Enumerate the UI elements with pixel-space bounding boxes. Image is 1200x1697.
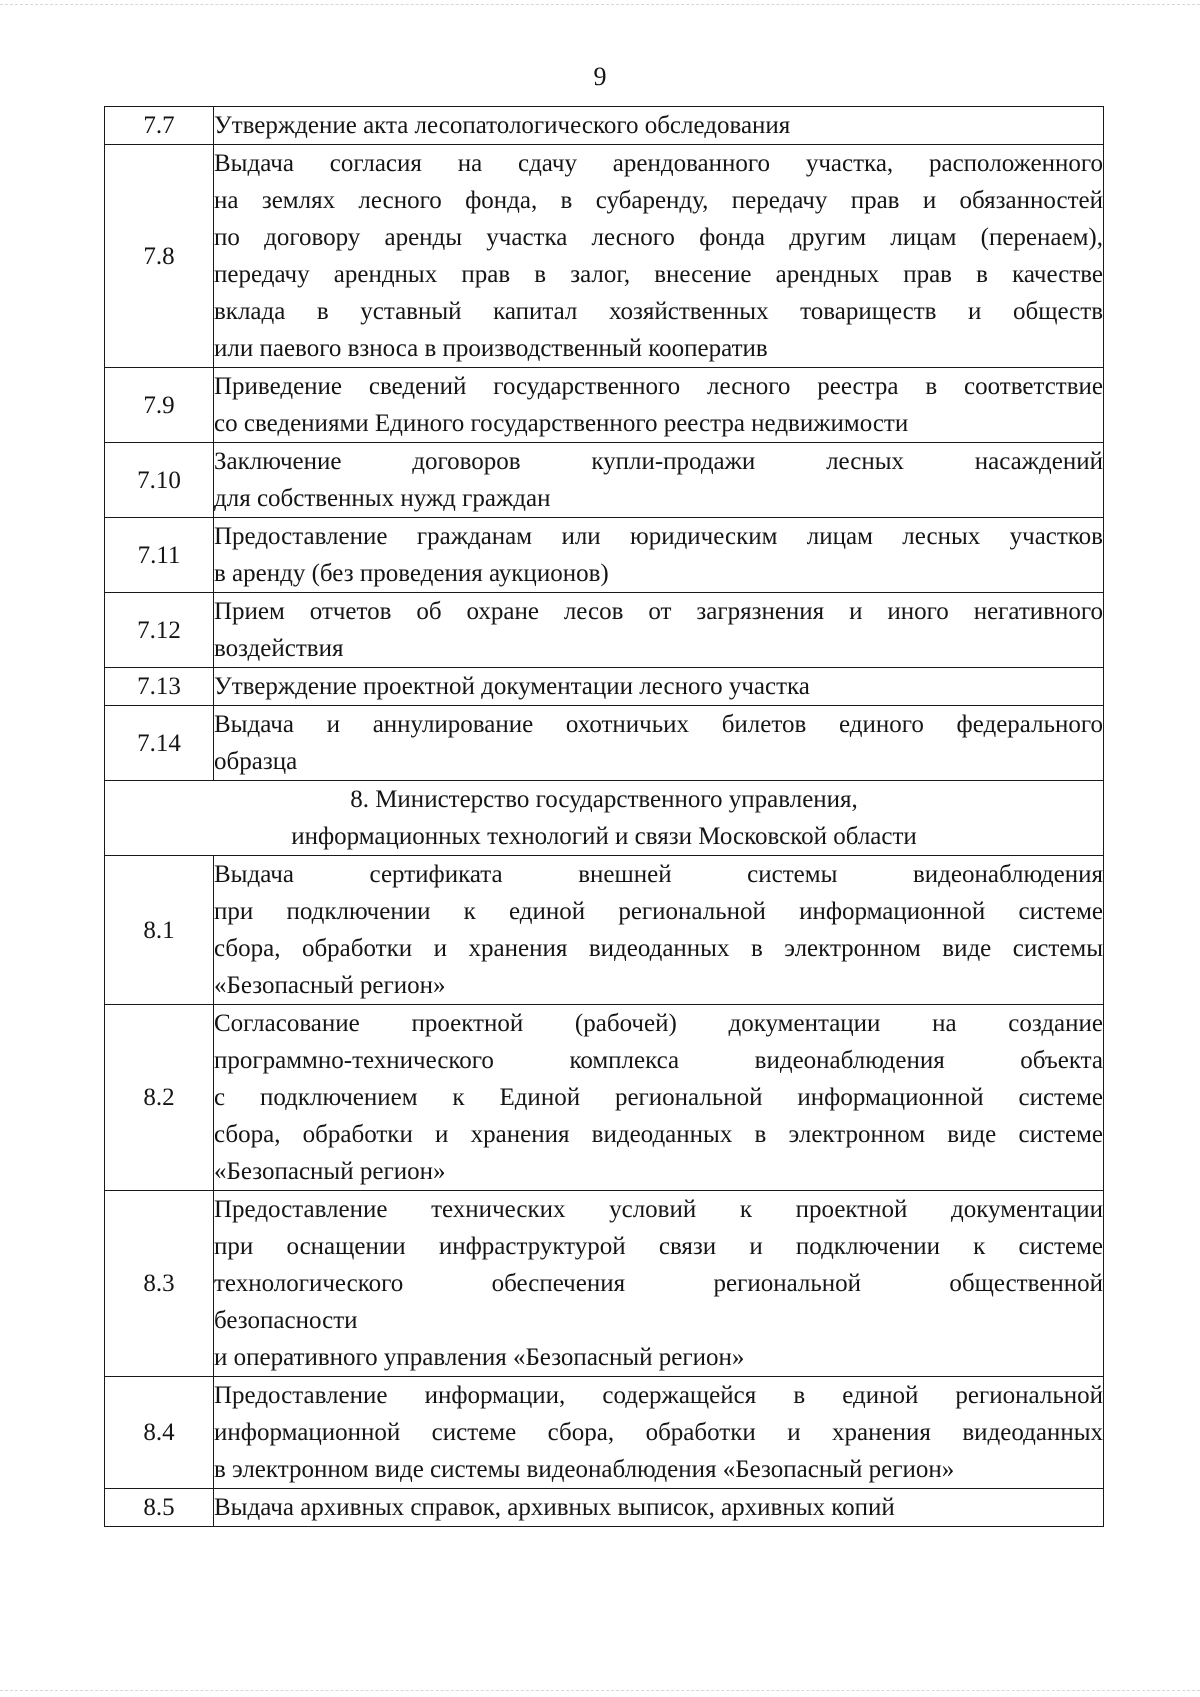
description-line: и оперативного управления «Безопасный регион» — [214, 1344, 745, 1371]
description-line: при оснащении инфраструктурой связи и подключении к системе — [214, 1233, 1103, 1260]
service-description — [214, 107, 1104, 145]
table-row — [105, 706, 1104, 781]
scan-edge-bottom — [0, 1690, 1200, 1693]
description-line: Заключение договоров купли-продажи лесных насаждений — [214, 448, 1103, 475]
description-line: при подключении к единой региональной информационной системе — [214, 898, 1103, 925]
table-row — [105, 593, 1104, 668]
table-row — [105, 1005, 1104, 1191]
description-line: программно-технического комплекса видеонаблюдения объекта — [214, 1047, 1103, 1074]
row-number: 7.14 — [105, 706, 214, 781]
scan-edge-top — [0, 4, 1200, 7]
description-line: Утверждение акта лесопатологического обследования — [214, 112, 791, 139]
description-line: сбора, обработки и хранения видеоданных в электронном виде системы — [214, 935, 1103, 962]
page-number: 9 — [593, 62, 607, 91]
description-line: Выдача и аннулирование охотничьих билетов единого федерального — [214, 711, 1103, 738]
description-line: Предоставление гражданам или юридическим лицам лесных участков — [214, 523, 1103, 550]
description-line: Утверждение проектной документации лесного участка — [214, 673, 810, 700]
services-table-body — [105, 107, 1104, 1527]
section-header-row — [105, 781, 1104, 856]
table-row — [105, 856, 1104, 1005]
description-line: «Безопасный регион» — [214, 1158, 446, 1185]
table-row — [105, 1191, 1104, 1377]
table-row — [105, 518, 1104, 593]
description-line: вклада в уставный капитал хозяйственных товариществ и обществ — [214, 298, 1103, 325]
description-line: или паевого взноса в производственный кооператив — [214, 335, 768, 362]
section-heading — [105, 781, 1104, 856]
service-description — [214, 443, 1104, 518]
description-line: по договору аренды участка лесного фонда другим лицам (перенаем), — [214, 224, 1103, 251]
service-description — [214, 668, 1104, 706]
table-row — [105, 1377, 1104, 1489]
description-line: в аренду (без проведения аукционов) — [214, 560, 609, 587]
description-line: сбора, обработки и хранения видеоданных в электронном виде системе — [214, 1121, 1103, 1148]
table-row — [105, 443, 1104, 518]
row-number: 8.4 — [105, 1377, 214, 1489]
description-line: «Безопасный регион» — [214, 972, 446, 999]
description-line: с подключением к Единой региональной информационной системе — [214, 1084, 1103, 1111]
table-row — [105, 368, 1104, 443]
description-line: технологического обеспечения региональной общественной — [214, 1270, 1103, 1297]
section-heading-line: информационных технологий и связи Московской области — [291, 823, 917, 850]
service-description — [214, 1377, 1104, 1489]
description-line: Выдача сертификата внешней системы видеонаблюдения — [214, 861, 1103, 888]
row-number: 7.13 — [105, 668, 214, 706]
service-description — [214, 145, 1104, 368]
description-line: Прием отчетов об охране лесов от загрязнения и иного негативного — [214, 598, 1103, 625]
table-row — [105, 107, 1104, 145]
row-number: 8.5 — [105, 1489, 214, 1527]
description-line: Выдача архивных справок, архивных выписок, архивных копий — [214, 1494, 895, 1521]
description-line: информационной системе сбора, обработки и хранения видеоданных — [214, 1419, 1103, 1446]
description-line: в электронном виде системы видеонаблюдения «Безопасный регион» — [214, 1456, 955, 1483]
description-line: Предоставление технических условий к проектной документации — [214, 1196, 1103, 1223]
service-description — [214, 368, 1104, 443]
table-row — [105, 145, 1104, 368]
row-number: 8.2 — [105, 1005, 214, 1191]
description-line: Согласование проектной (рабочей) документации на создание — [214, 1010, 1103, 1037]
description-line: передачу арендных прав в залог, внесение арендных прав в качестве — [214, 261, 1103, 288]
service-description — [214, 518, 1104, 593]
service-description — [214, 706, 1104, 781]
description-line: на землях лесного фонда, в субаренду, передачу прав и обязанностей — [214, 187, 1103, 214]
description-line: Предоставление информации, содержащейся в единой региональной — [214, 1382, 1103, 1409]
services-table — [104, 106, 1104, 1527]
description-line: образца — [214, 748, 298, 775]
section-heading-line: 8. Министерство государственного управления, — [350, 786, 858, 813]
description-line: Выдача согласия на сдачу арендованного участка, расположенного — [214, 150, 1103, 177]
service-description — [214, 1191, 1104, 1377]
row-number: 7.9 — [105, 368, 214, 443]
service-description — [214, 593, 1104, 668]
service-description — [214, 1489, 1104, 1527]
row-number: 7.7 — [105, 107, 214, 145]
table-row — [105, 668, 1104, 706]
service-description — [214, 856, 1104, 1005]
row-number: 8.1 — [105, 856, 214, 1005]
row-number: 7.11 — [105, 518, 214, 593]
description-line: для собственных нужд граждан — [214, 485, 551, 512]
description-line: со сведениями Единого государственного реестра недвижимости — [214, 410, 909, 437]
table-row — [105, 1489, 1104, 1527]
service-description — [214, 1005, 1104, 1191]
description-line: Приведение сведений государственного лесного реестра в соответствие — [214, 373, 1103, 400]
row-number: 7.10 — [105, 443, 214, 518]
row-number: 7.12 — [105, 593, 214, 668]
description-line: безопасности — [214, 1307, 358, 1334]
row-number: 7.8 — [105, 145, 214, 368]
description-line: воздействия — [214, 635, 344, 662]
row-number: 8.3 — [105, 1191, 214, 1377]
